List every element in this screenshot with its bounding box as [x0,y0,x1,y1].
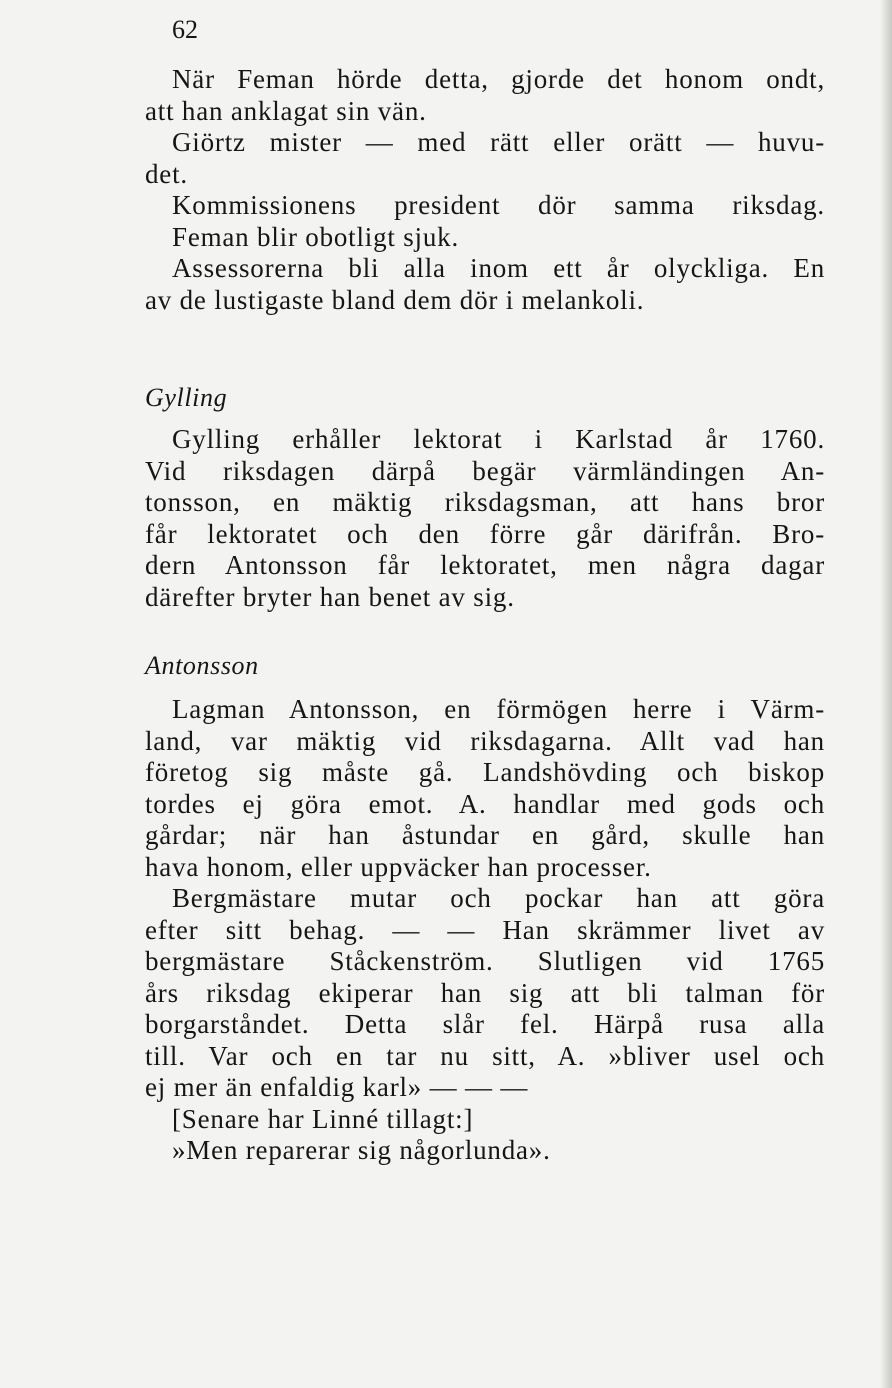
text-line: gårdar; när han åstundar en gård, skulle han [145,820,825,850]
text-line: Assessorerna bli alla inom ett år olyckliga. En [172,253,825,283]
text-line: att han anklagat sin vän. [145,95,427,126]
text-line: bergmästare Ståckenström. Slutligen vid 1765 [145,946,825,976]
text-line: Bergmästare mutar och pockar han att göra [172,883,825,913]
text-line: till. Var och en tar nu sitt, A. »bliver usel och [145,1040,825,1071]
text-line: ej mer än enfaldig karl» — — — [145,1072,529,1102]
text-line: »Men reparerar sig någorlunda». [172,1135,551,1165]
text-line: efter sitt behag. — — Han skrämmer livet av [145,914,825,945]
text-line: det. [145,158,188,189]
text-line: tordes ej göra emot. A. handlar med gods och [145,788,825,819]
text-line: borgarståndet. Detta slår fel. Härpå rusa alla [145,1009,825,1039]
text-line: Lagman Antonsson, en förmögen herre i Värm- [172,694,825,724]
text-line: Giörtz mister — med rätt eller orätt — huvu- [172,127,825,157]
intro-section [145,64,825,316]
text-line: Vid riksdagen därpå begär värmländingen An- [145,455,825,486]
text-line: års riksdag ekiperar han sig att bli talman för [145,977,825,1008]
text-line: När Feman hörde detta, gjorde det honom ondt, [172,64,825,94]
section-heading-antonsson: Antonsson [145,651,259,680]
text-line: Gylling erhåller lektorat i Karlstad år 1760. [172,424,825,454]
text-line: av de lustigaste bland dem dör i melankoli. [145,284,645,315]
text-line: får lektoratet och den förre går därifrån. Bro- [145,518,825,549]
antonsson-section [145,694,825,1167]
text-line: hava honom, eller uppväcker han processer. [145,851,652,882]
page-edge [880,0,892,1388]
gylling-section [145,424,825,613]
text-line: därefter bryter han benet av sig. [145,581,515,612]
text-line: Kommissionens president dör samma riksdag. [172,190,825,220]
text-line: Feman blir obotligt sjuk. [172,221,459,252]
page-number: 62 [172,15,198,44]
text-line: företog sig måste gå. Landshövding och biskop [145,757,825,787]
text-line: dern Antonsson får lektoratet, men några dagar [145,550,825,580]
text-line: tonsson, en mäktig riksdagsman, att hans bror [145,487,825,517]
section-heading-gylling: Gylling [145,383,228,412]
text-line: land, var mäktig vid riksdagarna. Allt vad han [145,725,825,756]
text-line: [Senare har Linné tillagt:] [172,1103,474,1134]
